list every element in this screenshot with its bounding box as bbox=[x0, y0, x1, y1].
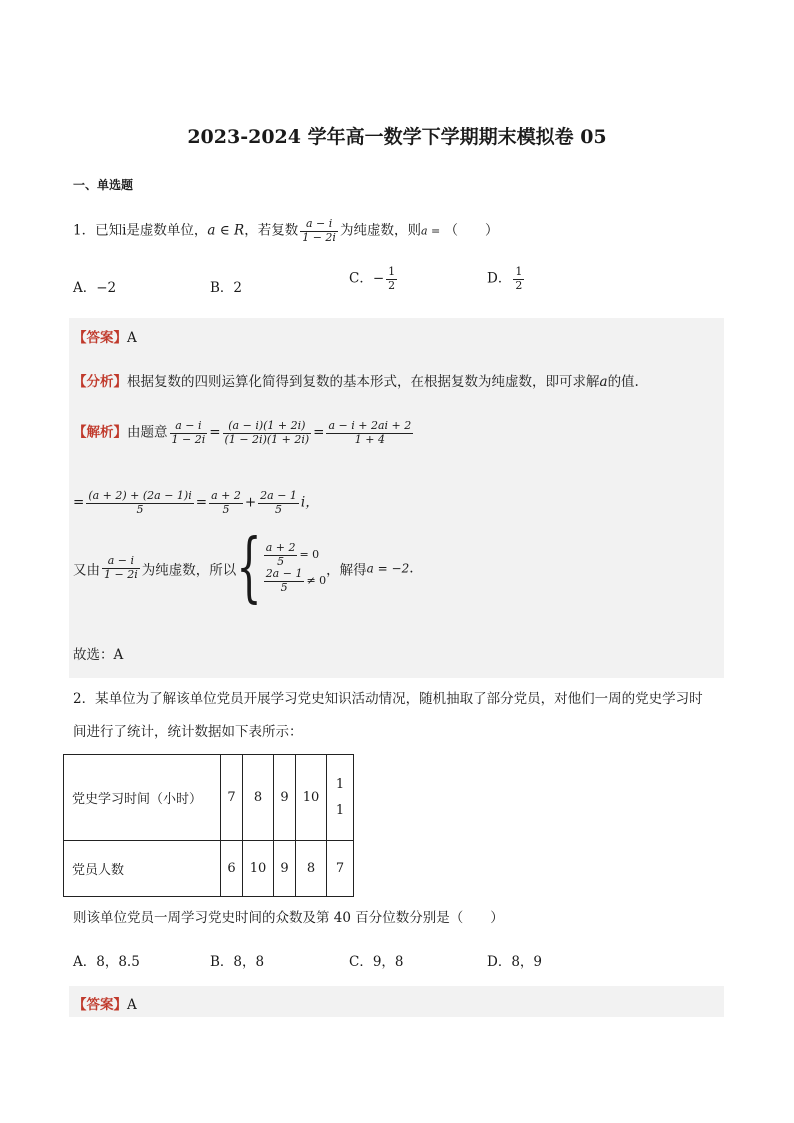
q1-option-b[interactable] bbox=[210, 276, 242, 296]
fraction bbox=[170, 420, 208, 446]
table-cell: 9 bbox=[274, 755, 296, 841]
equals: = bbox=[73, 494, 85, 511]
option-label: C． bbox=[349, 954, 373, 970]
table-cell: 6 bbox=[221, 841, 243, 897]
q1-option-d[interactable] bbox=[487, 266, 526, 292]
frac-den: 1 − 2i bbox=[104, 567, 138, 581]
frac-den: 2 bbox=[515, 278, 523, 292]
analysis-text: 根据复数的四则运算化简得到复数的基本形式，在根据复数为纯虚数，即可求解 bbox=[127, 374, 600, 390]
table-cell: 7 bbox=[221, 755, 243, 841]
result: a = −2 bbox=[366, 561, 410, 576]
q1-mid1: 是虚数单位， bbox=[126, 222, 208, 239]
analysis-tag: 【分析】 bbox=[73, 374, 127, 390]
relation: ≠ 0 bbox=[306, 574, 327, 588]
frac-den: 5 bbox=[280, 580, 288, 594]
option-label: B． bbox=[210, 280, 234, 296]
option-label: A． bbox=[73, 280, 97, 296]
option-label: A． bbox=[73, 954, 97, 970]
q2-line-1: 2．某单位为了解该单位党员开展学习党史知识活动情况，随机抽取了部分党员，对他们一周的党史学习时 bbox=[73, 691, 703, 707]
answer-1 bbox=[73, 326, 137, 346]
q1-mid2: ，若复数 bbox=[244, 222, 299, 239]
option-label: D． bbox=[487, 270, 512, 287]
table-cell: 9 bbox=[274, 841, 296, 897]
option-value: 8，9 bbox=[511, 954, 543, 970]
option-value: 9，8 bbox=[372, 954, 404, 970]
plus: + bbox=[244, 494, 257, 511]
q1-frac-den: 1 − 2i bbox=[302, 230, 336, 244]
equals: = bbox=[209, 424, 221, 441]
option-label: C． bbox=[349, 270, 373, 287]
q2-option-a[interactable] bbox=[73, 950, 140, 970]
frac-den: 5 bbox=[222, 502, 230, 516]
frac-den: (1 − 2i)(1 + 2i) bbox=[224, 432, 310, 446]
option-value: − bbox=[372, 270, 385, 287]
table-cell: 1 1 bbox=[327, 755, 354, 841]
q1-ask: a = bbox=[420, 224, 441, 238]
table-row-head: 党员人数 bbox=[64, 841, 221, 897]
choice-1: 故选：A bbox=[73, 647, 124, 663]
table-cell: 10 bbox=[243, 841, 274, 897]
section-heading: 一、单选题 bbox=[73, 178, 134, 192]
relation: = 0 bbox=[299, 548, 320, 562]
fraction bbox=[209, 490, 243, 516]
table-cell: 8 bbox=[243, 755, 274, 841]
table-row bbox=[64, 755, 354, 841]
frac-num: 1 bbox=[388, 265, 396, 278]
table-cell: 7 bbox=[327, 841, 354, 897]
q1-fraction bbox=[300, 218, 338, 244]
option-fraction bbox=[386, 266, 397, 292]
frac-den: 1 + 4 bbox=[354, 432, 385, 446]
data-table bbox=[63, 754, 354, 897]
q1-frac-num: a − i bbox=[300, 218, 338, 232]
frac-den: 2 bbox=[388, 278, 396, 292]
frac-num: 2a − 1 bbox=[265, 567, 303, 581]
frac-num: a − i + 2ai + 2 bbox=[328, 419, 412, 432]
option-value: 8，8 bbox=[233, 954, 265, 970]
option-value: 2 bbox=[233, 280, 243, 296]
option-label: B． bbox=[210, 954, 234, 970]
question-1 bbox=[73, 218, 499, 244]
solution-tag: 【解析】 bbox=[73, 424, 127, 441]
tail: i， bbox=[300, 494, 319, 511]
analysis-var: a bbox=[599, 374, 608, 390]
fraction bbox=[102, 555, 140, 581]
page-title: 2023-2024 学年高一数学下学期期末模拟卷 05 bbox=[187, 126, 607, 148]
table-row bbox=[64, 841, 354, 897]
option-value: 8，8.5 bbox=[96, 954, 140, 970]
lead: 又由 bbox=[73, 562, 100, 579]
fraction bbox=[86, 490, 193, 516]
frac-num: a + 2 bbox=[211, 489, 241, 502]
solution-line-2 bbox=[73, 490, 319, 516]
mid: 为纯虚数，所以 bbox=[141, 562, 237, 579]
answer-text: A bbox=[127, 330, 137, 346]
q2-line-2: 间进行了统计，统计数据如下表所示： bbox=[73, 724, 303, 740]
frac-den: 5 bbox=[136, 502, 144, 516]
q1-paren: （ ） bbox=[444, 222, 499, 239]
result-end: . bbox=[409, 560, 414, 577]
tail: ，解得 bbox=[326, 562, 367, 579]
analysis-1 bbox=[73, 370, 639, 390]
q1-mid3: 为纯虚数，则 bbox=[339, 222, 421, 239]
fraction bbox=[223, 420, 312, 446]
table-row-head: 党史学习时间（小时） bbox=[64, 755, 221, 841]
frac-num: 1 bbox=[515, 265, 523, 278]
option-label: D． bbox=[487, 954, 512, 970]
frac-num: a − i bbox=[102, 555, 140, 569]
answer-tag: 【答案】 bbox=[73, 997, 127, 1013]
q2-ask: 则该单位党员一周学习党史时间的众数及第 40 百分位数分别是（ ） bbox=[73, 910, 504, 926]
frac-den: 1 − 2i bbox=[171, 432, 206, 446]
frac-den: 5 bbox=[275, 502, 283, 516]
frac-num: a − i bbox=[170, 420, 208, 434]
answer-2 bbox=[73, 993, 137, 1013]
q1-condition: a ∈ R bbox=[207, 222, 245, 239]
system bbox=[262, 542, 326, 595]
q2-option-d[interactable] bbox=[487, 950, 542, 970]
fraction bbox=[326, 420, 413, 446]
solution-line-3 bbox=[73, 524, 414, 612]
brace-icon: { bbox=[236, 524, 262, 612]
fraction bbox=[258, 490, 299, 516]
analysis-tail: 的值. bbox=[607, 374, 639, 390]
frac-den: 5 bbox=[277, 554, 285, 568]
answer-tag: 【答案】 bbox=[73, 330, 127, 346]
solution-lead: 由题意 bbox=[127, 424, 168, 441]
frac-num: a + 2 bbox=[265, 541, 296, 554]
frac-num: (a − i)(1 + 2i) bbox=[223, 420, 312, 434]
q1-i: i bbox=[122, 222, 127, 239]
equals: = bbox=[195, 494, 208, 511]
frac-num: 2a − 1 bbox=[260, 489, 297, 502]
frac-num: (a + 2) + (2a − 1)i bbox=[88, 489, 192, 502]
option-value: −2 bbox=[96, 280, 117, 296]
answer-text: A bbox=[127, 997, 137, 1013]
q1-prefix: 1．已知 bbox=[73, 222, 123, 239]
q2-option-b[interactable] bbox=[210, 950, 264, 970]
answer-panel-2 bbox=[69, 986, 724, 1017]
table-cell: 8 bbox=[296, 841, 327, 897]
q1-option-a[interactable] bbox=[73, 276, 116, 296]
q2-option-c[interactable] bbox=[349, 950, 404, 970]
solution-line-1 bbox=[73, 420, 415, 446]
equals: = bbox=[313, 424, 325, 441]
q1-option-c[interactable] bbox=[349, 266, 399, 292]
table-cell: 10 bbox=[296, 755, 327, 841]
option-fraction bbox=[513, 266, 524, 292]
